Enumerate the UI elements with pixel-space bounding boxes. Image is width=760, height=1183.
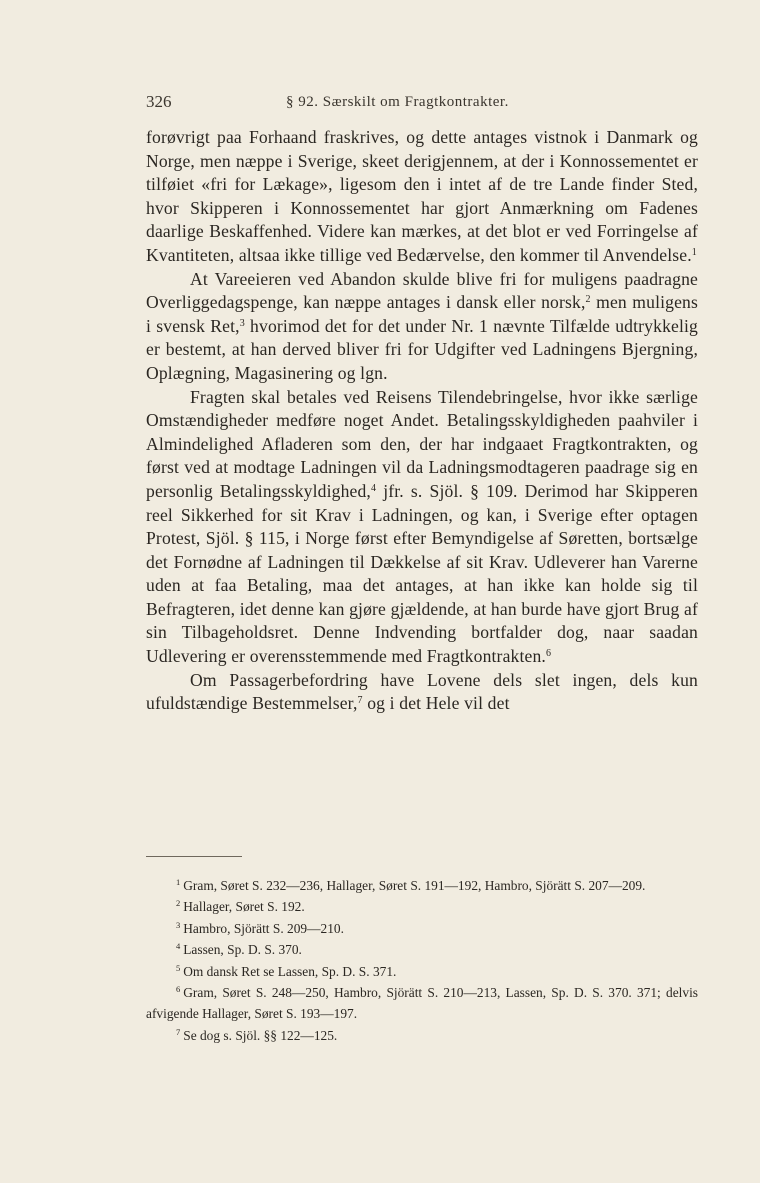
footnote-text: Hallager, Søret S. 192. [183,899,305,915]
paragraph-text: men muligens i svensk Ret, [146,292,698,336]
footnote [146,939,698,960]
footnote-reference: 1 [691,246,697,258]
footnote-reference: 4 [370,482,377,494]
footnote-reference: 6 [545,648,552,660]
footnote [146,982,698,1025]
footnote-mark: 7 [176,1026,181,1037]
paragraph-text: At Vareeieren ved Abandon skulde blive fri for muligens paadragne Overliggedagspenge, kan næppe antages i dansk eller norsk, [146,268,698,313]
footnote-text: Om dansk Ret se Lassen, Sp. D. S. 371. [183,963,397,979]
footnote-mark: 3 [176,919,181,930]
footnote-mark: 2 [176,898,181,909]
footnote [146,1025,698,1046]
footnote-text: Hambro, Sjörätt S. 209—210. [183,920,344,936]
footnote-text: Lassen, Sp. D. S. 370. [183,942,302,958]
footnote-text: Se dog s. Sjöl. §§ 122—125. [183,1027,338,1043]
footnotes [146,875,698,1046]
body-text [146,126,698,716]
footnote-text: Gram, Søret S. 248—250, Hambro, Sjörätt S. 210—213, Lassen, Sp. D. S. 370. 371; delvis afvigende Hallager, Søret S. 193—197. [146,985,698,1022]
paragraph-text: jfr. s. Sjöl. § 109. Derimod har Skipperen reel Sikkerhed for sit Krav i Ladningen, og kan, i Sverige efter optagen Protest, Sjöl. § 115, i Norge først efter Bemyndigelse af Søretten, bortsælge det Fornødne af Ladningen til Dækkelse af sit Krav. Udleverer han Varerne uden at faa Betaling, maa det antages, at han ikke kan holde sig til Befragteren, idet denne kan gjøre gjældende, at han burde have gjort Brug af sin Tilbageholdsret. Denne Indvending bortfalder dog, naar saadan Udlevering er overensstemmende med Fragtkontrakten. [146,480,698,667]
footnote [146,961,698,982]
footnote-mark: 1 [176,877,181,887]
paragraph-text: Om Passagerbefordring have Lovene dels slet ingen, dels kun ufuldstændige Bestemmelser, [146,669,698,714]
page-number: 326 [146,92,172,111]
paragraph [146,268,698,386]
footnote-reference: 3 [239,317,245,329]
footnote-mark: 4 [176,941,181,952]
footnote-mark: 5 [176,962,181,973]
footnote-text: Gram, Søret S. 232—236, Hallager, Søret S. 191—192, Hambro, Sjörätt S. 207—209. [183,878,646,893]
footnote [146,896,698,917]
footnote [146,875,698,896]
paragraph-text: hvorimod det for det under Nr. 1 nævnte Tilfælde udtrykkelig er bestemt, at han derved bliver fri for Udgifter ved Ladningens Bjergning, Oplægning, Magasinering og lgn. [146,315,698,383]
footnote-reference: 2 [585,294,591,306]
paragraph-text: og i det Hele vil det [362,693,510,714]
footnote-divider [146,856,242,857]
paragraph [146,386,698,669]
paragraph-text: forøvrigt paa Forhaand fraskrives, og dette antages vistnok i Danmark og Norge, men næppe i Sverige, skeet derigjennem, at der i Konnossementet er tilføiet «fri for Lækage», ligesom den i intet af de tre Lande finder Sted, hvor Skipperen i Konnossementet har gjort Anmærkning om Fadenes daarlige Beskaffenhed. Videre kan mærkes, at det blot er ved Forringelse af Kvantiteten, altsaa ikke tillige ved Bedærvelse, den kommer til Anvendelse. [146,127,698,265]
footnote [146,918,698,939]
paragraph [146,669,698,716]
running-title: § 92. Særskilt om Fragtkontrakter. [286,94,509,110]
footnote-mark: 6 [176,984,181,995]
footnote-reference: 7 [357,695,363,707]
paragraph [146,126,698,268]
running-header [146,92,616,118]
paragraph-text: Fragten skal betales ved Reisens Tilendebringelse, hvor ikke særlige Omstændigheder medføre noget Andet. Betalingsskyldigheden paahviler i Almindelighed Afladeren som den, der har indgaaet Fragtkontrakten, og først ved at modtage Ladningen vil da Ladningsmodtageren paadrage sig en personlig Betalingsskyldighed, [146,386,698,501]
